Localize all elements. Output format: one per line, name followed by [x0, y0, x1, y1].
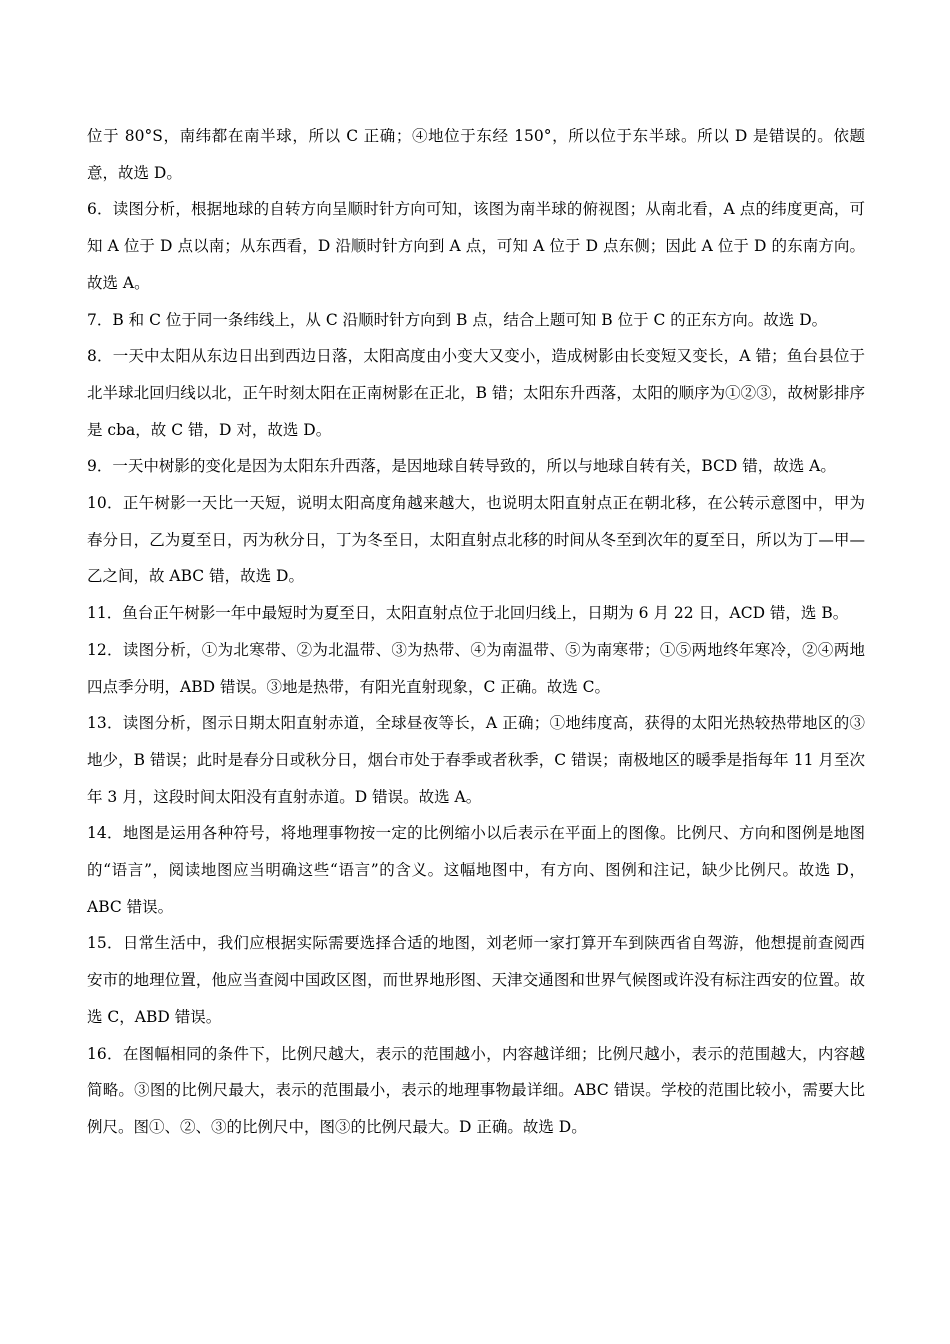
paragraph-q6: 6．读图分析，根据地球的自转方向呈顺时针方向可知，该图为南半球的俯视图；从南北看，A 点的纬度更高，可知 A 位于 D 点以南；从东西看，D 沿顺时针方向到 A 点，可知 A 位于 D 点东侧；因此 A 位于 D 的东南方向。故选 A。	[87, 200, 865, 292]
paragraph-q10: 10．正午树影一天比一天短，说明太阳高度角越来越大，也说明太阳直射点正在朝北移，在公转示意图中，甲为春分日，乙为夏至日，丙为秋分日，丁为冬至日，太阳直射点北移的时间从冬至到次年的夏至日，所以为丁—甲—乙之间，故 ABC 错，故选 D。	[87, 494, 865, 586]
answer-explanations	[87, 118, 865, 1146]
paragraph-q12: 12．读图分析，①为北寒带、②为北温带、③为热带、④为南温带、⑤为南寒带；①⑤两地终年寒冷，②④两地四点季分明，ABD 错误。③地是热带，有阳光直射现象，C 正确。故选 C。	[87, 640, 865, 696]
paragraph-q13: 13．读图分析，图示日期太阳直射赤道，全球昼夜等长，A 正确；①地纬度高，获得的太阳光热较热带地区的③地少，B 错误；此时是春分日或秋分日，烟台市处于春季或者秋季，C 错误；南极地区的暖季是指每年 11 月至次年 3 月，这段时间太阳没有直射赤道。D 错误。故选 A。	[87, 714, 865, 806]
paragraph-q5-continued: 位于 80°S，南纬都在南半球，所以 C 正确；④地位于东经 150°，所以位于东半球。所以 D 是错误的。依题意，故选 D。	[87, 127, 865, 182]
paragraph-q8: 8．一天中太阳从东边日出到西边日落，太阳高度由小变大又变小，造成树影由长变短又变长，A 错；鱼台县位于北半球北回归线以北，正午时刻太阳在正南树影在正北，B 错；太阳东升西落，太阳的顺序为①②③，故树影排序是 cba，故 C 错，D 对，故选 D。	[87, 347, 865, 439]
paragraph-q14: 14．地图是运用各种符号，将地理事物按一定的比例缩小以后表示在平面上的图像。比例尺、方向和图例是地图的“语言”，阅读地图应当明确这些“语言”的含义。这幅地图中，有方向、图例和注记，缺少比例尺。故选 D，ABC 错误。	[87, 824, 865, 916]
paragraph-q11: 11．鱼台正午树影一年中最短时为夏至日，太阳直射点位于北回归线上，日期为 6 月 22 日，ACD 错，选 B。	[87, 604, 849, 623]
paragraph-q9: 9．一天中树影的变化是因为太阳东升西落，是因地球自转导致的，所以与地球自转有关，BCD 错，故选 A。	[87, 457, 836, 476]
paragraph-q15: 15．日常生活中，我们应根据实际需要选择合适的地图，刘老师一家打算开车到陕西省自驾游，他想提前查阅西安市的地理位置，他应当查阅中国政区图，而世界地形图、天津交通图和世界气候图或许没有标注西安的位置。故选 C，ABD 错误。	[87, 934, 865, 1026]
paragraph-q16: 16．在图幅相同的条件下，比例尺越大，表示的范围越小，内容越详细；比例尺越小，表示的范围越大，内容越简略。③图的比例尺最大，表示的范围最小，表示的地理事物最详细。ABC 错误。学校的范围比较小，需要大比例尺。图①、②、③的比例尺中，图③的比例尺最大。D 正确。故选 D。	[87, 1044, 865, 1136]
paragraph-q7: 7．B 和 C 位于同一条纬线上，从 C 沿顺时针方向到 B 点，结合上题可知 B 位于 C 的正东方向。故选 D。	[87, 310, 828, 329]
